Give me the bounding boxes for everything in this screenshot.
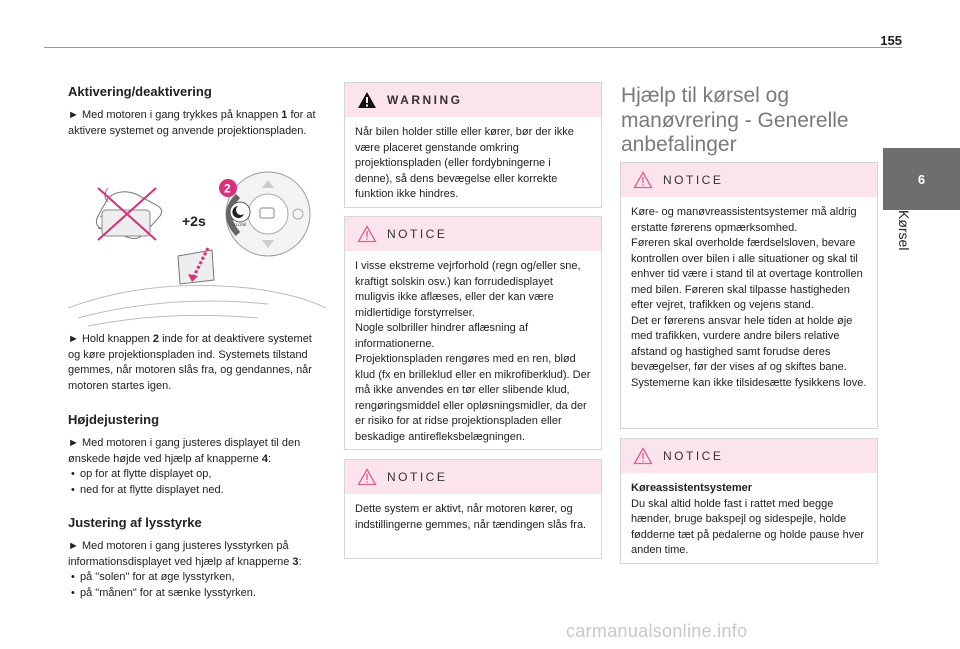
notice-text: I visse ekstreme vejrforhold (regn og/eller sne, kraftigt solskin osv.) kan forrudedisplayet muligvis ikke aflæses, eller der kan være midlertidige forstyrrelser. Nogle solbriller hindrer aflæsning af informationerne. Projektionspladen rengøres med en ren, blød klud (fx en brilleklud eller en mikrofiberklud). Der må ikke anvendes en tør eller slibende klud, rengøringsmiddel eller opløsningsmidler, da der er risiko for at ridse projektionspladen eller beskadige antirefleksbelægningen.: [355, 260, 591, 443]
press-duration-badge: [180, 212, 214, 230]
notice-icon: [633, 171, 653, 189]
notice-label: NOTICE: [387, 470, 448, 484]
text-span: for at aktivere systemet og anvende projektionspladen.: [68, 109, 316, 137]
warning-header: [345, 83, 601, 117]
notice-text: Dette system er aktivt, når motoren kører, og indstillingerne gemmes, når tændingen slås fra.: [355, 503, 587, 531]
text-span: ► Med motoren i gang justeres displayet til den ønskede højde ved hjælp af knapperne: [68, 437, 301, 465]
button-number: 4: [261, 452, 268, 465]
header-rule: [44, 47, 902, 48]
notice-box-assistance: [620, 162, 878, 429]
warning-icon: [357, 91, 377, 109]
list-item: • op for at flytte displayet op,: [68, 467, 326, 483]
height-list: [68, 467, 326, 498]
notice-header: [345, 460, 601, 494]
button-number: 1: [281, 109, 288, 121]
notice-label: NOTICE: [387, 227, 448, 241]
text-span: :: [267, 452, 272, 465]
notice-box-driver-systems: [620, 438, 878, 564]
chapter-number: 6: [917, 171, 926, 187]
hud-controls-illustration: [68, 168, 326, 328]
notice-body: [621, 473, 877, 569]
list-item: • ned for at flytte displayet ned.: [68, 483, 326, 499]
activation-paragraph: [68, 108, 326, 139]
notice-icon: [357, 468, 377, 486]
chapter-tab-label-area: [890, 210, 918, 280]
warning-label: WARNING: [387, 93, 463, 107]
notice-label: NOTICE: [663, 173, 724, 187]
callout-2: [219, 179, 237, 197]
list-item: • på "månen" for at sænke lysstyrken.: [68, 586, 326, 602]
brightness-list: [68, 570, 326, 601]
button-number: 3: [292, 555, 299, 568]
chapter-label: Kørsel: [896, 210, 912, 251]
brightness-paragraph: [68, 539, 326, 570]
notice-text: Køre- og manøvreassistentsystemer må aldrig erstatte førerens opmærksomhed. Føreren skal overholde færdselsloven, bevare kontrollen over bilen i alle situationer og skal til enhver tid være i stand til at overtage kontrollen med bilen. Føreren skal tilpasse hastigheden efter vejret, trafikken og vejens stand. Det er førerens ansvar hele tiden at holde øje med trafikken, vurdere andre bilers relative afstand og hastighed samt forudse deres bevægelser, før der vises af og skiftes bane. Systemerne kan ikke tilsidesætte fysikkens love.: [631, 206, 867, 389]
chapter-section-title: Hjælp til kørsel og manøvrering - Generelle anbefalinger: [621, 84, 849, 156]
notice-text: Du skal altid holde fast i rattet med begge hænder, bruge bakspejl og sidespejle, holde fødderne tæt på pedalerne og holde pause hver anden time.: [631, 497, 864, 556]
projection-screen: [178, 248, 214, 284]
warning-text: Når bilen holder stille eller kører, bør der ikke være placeret genstande omkring projektionspladen (eller fordybningerne i denne), så dens bevægelse eller korrekte funktion ikke hindres.: [355, 126, 574, 200]
text-span: inde for at deaktivere systemet og køre projektionspladen ind. Systemets tilstand gemmes, når motoren slås fra, og gendannes, når motoren startes igen.: [68, 333, 312, 392]
notice-box-cleaning: [344, 216, 602, 450]
notice-icon: [633, 447, 653, 465]
list-item: • på "solen" for at øge lysstyrken,: [68, 570, 326, 586]
footer-watermark: carmanualsonline.info: [566, 621, 748, 641]
button-number: 2: [152, 333, 160, 345]
notice-subtitle: Køreassistentsystemer: [631, 482, 753, 494]
column-1: [68, 84, 326, 164]
notice-header: [621, 163, 877, 197]
text-span: ► Hold knappen: [68, 333, 153, 345]
text-span: ► Med motoren i gang justeres lysstyrken på informationsdisplayet ved hjælp af knapperne: [68, 540, 293, 568]
notice-header: [345, 217, 601, 251]
dashboard-outline: [68, 286, 326, 327]
notice-header: [621, 439, 877, 473]
text-span: :: [298, 555, 302, 568]
callout-number: 2: [224, 181, 231, 196]
notice-icon: [357, 225, 377, 243]
control-pad: [226, 172, 310, 256]
section-title-brightness: Justering af lysstyrke: [68, 515, 202, 530]
notice-label: NOTICE: [663, 449, 724, 463]
warning-box: [344, 82, 602, 208]
notice-box-system: [344, 459, 602, 559]
close-button-label: CLOSE: [233, 222, 247, 227]
deactivation-paragraph: [68, 332, 326, 394]
column-1-lower: [68, 332, 326, 601]
section-title-height: Højdejustering: [68, 412, 160, 427]
height-paragraph: [68, 436, 326, 467]
chapter-tab[interactable]: [883, 148, 960, 210]
press-duration-label: +2s: [182, 213, 206, 229]
text-span: ► Med motoren i gang trykkes på knappen: [68, 109, 282, 121]
section-title-activation: Aktivering/deaktivering: [68, 84, 212, 99]
page-number: 155: [880, 33, 902, 48]
